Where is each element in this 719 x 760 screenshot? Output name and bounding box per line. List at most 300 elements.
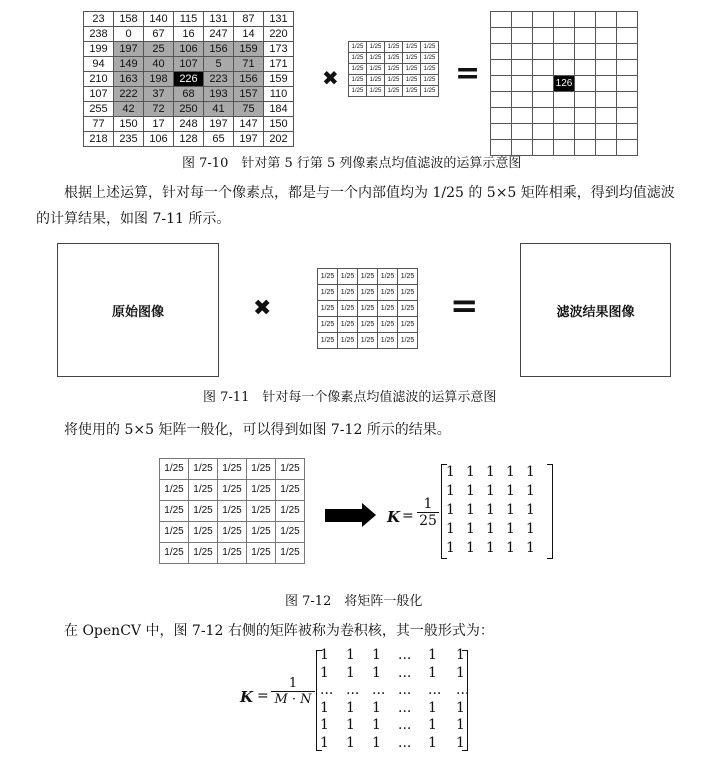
formula-matrix-row — [320, 735, 476, 753]
kernel-cell: 1/25 — [358, 269, 378, 285]
kernel-cell: 1/25 — [378, 333, 398, 349]
kernel-row — [318, 285, 418, 301]
result-cell — [596, 76, 617, 92]
kernel-cell: 1/25 — [218, 459, 247, 480]
kernel-cell: 1/25 — [421, 86, 439, 97]
formula-matrix-row — [320, 717, 476, 735]
kernel-cell: 1/25 — [218, 501, 247, 522]
matrix-entry: 1 — [526, 483, 535, 499]
equals-symbol-2: = — [450, 286, 479, 326]
matrix-entry: 1 — [526, 540, 535, 556]
kernel-cell: 1/25 — [218, 543, 247, 564]
kernel-cell: 1/25 — [189, 543, 218, 564]
kernel-cell: 1/25 — [338, 317, 358, 333]
result-cell — [554, 60, 575, 76]
matrix-cell: 158 — [114, 12, 144, 27]
result-cell — [491, 124, 512, 140]
formula-matrix-entry: 1 — [372, 717, 381, 733]
formula-matrix-entry: 1 — [456, 699, 465, 716]
matrix-cell: 149 — [114, 57, 144, 72]
matrix-row — [84, 117, 294, 132]
result-cell — [533, 140, 554, 156]
matrix-cell: 202 — [264, 132, 294, 147]
matrix-cell: 23 — [84, 12, 114, 27]
formula-matrix-entry: ... — [398, 734, 412, 751]
formula-matrix-entry: 1 — [346, 717, 355, 733]
matrix-cell: 197 — [114, 42, 144, 57]
result-cell — [617, 92, 638, 108]
matrix-cell: 131 — [204, 12, 234, 27]
formula-matrix-entry: ... — [428, 682, 442, 698]
matrix-entry: 1 — [526, 521, 535, 537]
formula-matrix-entry: 1 — [320, 734, 329, 751]
matrix-entry: 1 — [506, 464, 515, 480]
result-cell — [596, 92, 617, 108]
kernel-cell: 1/25 — [378, 269, 398, 285]
result-cell — [596, 124, 617, 140]
matrix-cell: 17 — [144, 117, 174, 132]
kernel-row — [349, 75, 439, 86]
matrix-cell: 106 — [174, 42, 204, 57]
result-cell — [575, 108, 596, 124]
matrix-entry: 1 — [446, 502, 455, 518]
kernel-row — [349, 53, 439, 64]
matrix-cell: 107 — [84, 87, 114, 102]
formula-matrix-row — [320, 647, 476, 665]
matrix-cell: 235 — [114, 132, 144, 147]
formula-matrix-entry: 1 — [428, 647, 437, 663]
kernel-cell: 1/25 — [378, 285, 398, 301]
result-cell — [596, 44, 617, 60]
kernel-row — [318, 317, 418, 333]
kernel-cell: 1/25 — [358, 317, 378, 333]
formula-matrix-entry: 1 — [346, 699, 355, 716]
matrix-cell: 157 — [234, 87, 264, 102]
matrix-cell: 247 — [204, 27, 234, 42]
kernel-cell: 1/25 — [367, 86, 385, 97]
multiply-symbol-2: ✖ — [253, 296, 272, 321]
matrix-cell: 106 — [144, 132, 174, 147]
result-cell — [554, 28, 575, 44]
matrix-cell: 222 — [114, 87, 144, 102]
formula-matrix-entry: 1 — [320, 647, 329, 663]
paragraph-3: 在 OpenCV 中，图 7-12 右侧的矩阵被称为卷积核，其一般形式为： — [64, 623, 494, 639]
matrix-row — [84, 72, 294, 87]
matrix-cell: 140 — [144, 12, 174, 27]
kernel-row — [318, 269, 418, 285]
kernel-row — [160, 522, 305, 543]
fraction-1-25 — [417, 496, 439, 529]
kernel-row — [160, 543, 305, 564]
result-cell — [617, 76, 638, 92]
equals-sign-general: = — [257, 688, 269, 704]
result-cell — [512, 60, 533, 76]
matrix-cell: 223 — [204, 72, 234, 87]
formula-matrix-entry: ... — [398, 682, 412, 698]
multiply-symbol: ✖ — [322, 66, 339, 90]
formula-matrix-entry: 1 — [428, 734, 437, 751]
kernel-cell: 1/25 — [349, 53, 367, 64]
kernel-cell: 1/25 — [160, 501, 189, 522]
kernel-cell: 1/25 — [349, 86, 367, 97]
result-cell — [575, 92, 596, 108]
kernel-cell: 1/25 — [385, 75, 403, 86]
formula-matrix-entry: 1 — [428, 664, 437, 681]
result-cell — [533, 44, 554, 60]
result-cell — [575, 140, 596, 156]
kernel-cell: 1/25 — [349, 64, 367, 75]
kernel-row — [349, 64, 439, 75]
kernel-row — [160, 501, 305, 522]
matrix-cell: 107 — [174, 57, 204, 72]
matrix-cell: 156 — [204, 42, 234, 57]
matrix-entry: 1 — [466, 502, 475, 518]
matrix-cell: 210 — [84, 72, 114, 87]
kernel-cell: 1/25 — [218, 480, 247, 501]
formula-matrix-entry: 1 — [372, 699, 381, 716]
result-cell — [533, 60, 554, 76]
matrix-cell: 67 — [144, 27, 174, 42]
formula-matrix-entry: ... — [398, 647, 412, 663]
filtered-image-box: 滤波结果图像 — [520, 243, 671, 377]
matrix-cell: 220 — [264, 27, 294, 42]
matrix-row — [446, 482, 546, 501]
result-cell — [554, 124, 575, 140]
kernel-cell: 1/25 — [349, 75, 367, 86]
kernel-cell: 1/25 — [398, 269, 418, 285]
matrix-cell: 159 — [264, 72, 294, 87]
formula-matrix-entry: 1 — [372, 647, 381, 663]
result-cell — [512, 44, 533, 60]
result-cell — [575, 76, 596, 92]
matrix-cell: 250 — [174, 102, 204, 117]
result-cell — [491, 92, 512, 108]
matrix-entry: 1 — [446, 464, 455, 480]
matrix-cell: 150 — [114, 117, 144, 132]
kernel-cell: 1/25 — [338, 301, 358, 317]
result-cell — [617, 44, 638, 60]
kernel-cell: 1/25 — [398, 285, 418, 301]
formula-matrix-entry: 1 — [372, 734, 381, 751]
matrix-entry: 1 — [486, 464, 495, 480]
result-cell — [617, 108, 638, 124]
result-cell — [596, 28, 617, 44]
result-cell — [575, 28, 596, 44]
matrix-entry: 1 — [506, 521, 515, 537]
kernel-cell: 1/25 — [385, 64, 403, 75]
formula-matrix-entry: 1 — [320, 699, 329, 716]
kernel-cell: 1/25 — [247, 480, 276, 501]
result-cell — [554, 12, 575, 28]
matrix-cell: 14 — [234, 27, 264, 42]
matrix-cell: 197 — [204, 117, 234, 132]
matrix-cell: 25 — [144, 42, 174, 57]
matrix-entry: 1 — [526, 464, 535, 480]
kernel-cell: 1/25 — [403, 53, 421, 64]
matrix-cell: 238 — [84, 27, 114, 42]
matrix-cell: 131 — [264, 12, 294, 27]
formula-matrix-entry: 1 — [346, 734, 355, 751]
result-cell — [617, 28, 638, 44]
result-cell — [596, 12, 617, 28]
fraction-denominator: 25 — [419, 513, 437, 529]
matrix-cell: 171 — [264, 57, 294, 72]
formula-matrix-row — [320, 665, 476, 683]
matrix-cell: 197 — [234, 132, 264, 147]
kernel-cell: 1/25 — [276, 480, 305, 501]
kernel-cell: 1/25 — [398, 333, 418, 349]
formula-matrix-entry: 1 — [456, 717, 465, 733]
matrix-cell: 0 — [114, 27, 144, 42]
formula-matrix-entry: ... — [372, 682, 386, 698]
result-row — [491, 44, 638, 60]
kernel-cell: 1/25 — [421, 75, 439, 86]
result-cell — [554, 108, 575, 124]
kernel-cell: 1/25 — [403, 64, 421, 75]
equals-sign: = — [402, 508, 414, 524]
result-cell — [575, 12, 596, 28]
matrix-cell: 150 — [264, 117, 294, 132]
matrix-cell: 163 — [114, 72, 144, 87]
result-row — [491, 92, 638, 108]
kernel-cell: 1/25 — [358, 301, 378, 317]
matrix-entry: 1 — [466, 483, 475, 499]
result-row — [491, 124, 638, 140]
kernel-cell: 1/25 — [318, 285, 338, 301]
result-cell — [491, 44, 512, 60]
matrix-row — [446, 501, 546, 520]
matrix-row — [84, 57, 294, 72]
result-cell — [617, 140, 638, 156]
kernel-row — [318, 333, 418, 349]
matrix-row — [84, 132, 294, 147]
kernel-cell: 1/25 — [276, 522, 305, 543]
kernel-cell: 1/25 — [247, 543, 276, 564]
matrix-cell: 75 — [234, 102, 264, 117]
right-bracket-general — [462, 650, 468, 751]
matrix-cell: 110 — [264, 87, 294, 102]
kernel-cell: 1/25 — [189, 459, 218, 480]
result-cell — [554, 44, 575, 60]
kernel-cell: 1/25 — [189, 522, 218, 543]
matrix-entry: 1 — [446, 540, 455, 556]
paragraph-1: 根据上述运算，针对每一个像素点，都是与一个内部值均为 1/25 的 5×5 矩阵相乘，得到均值滤波的计算结果，如图 7-11 所示。 — [36, 185, 675, 227]
result-cell — [491, 76, 512, 92]
formula-matrix-entry: 1 — [372, 664, 381, 681]
kernel-cell: 1/25 — [403, 86, 421, 97]
kernel-cell: 1/25 — [276, 501, 305, 522]
matrix-entry: 1 — [466, 464, 475, 480]
matrix-cell: 65 — [204, 132, 234, 147]
matrix-cell: 156 — [234, 72, 264, 87]
fraction-denominator-general: M · N — [274, 692, 312, 707]
formula-matrix-entry: 1 — [428, 717, 437, 733]
original-image-box: 原始图像 — [57, 243, 219, 377]
matrix-entry: 1 — [486, 502, 495, 518]
kernel-cell: 1/25 — [367, 64, 385, 75]
result-cell — [491, 60, 512, 76]
formula-matrix-entry: 1 — [428, 699, 437, 716]
matrix-cell: 42 — [114, 102, 144, 117]
kernel-cell: 1/25 — [358, 285, 378, 301]
matrix-cell: 87 — [234, 12, 264, 27]
kernel-cell: 1/25 — [367, 53, 385, 64]
kernel-cell: 1/25 — [403, 42, 421, 53]
kernel-cell: 1/25 — [318, 333, 338, 349]
kernel-cell: 1/25 — [218, 522, 247, 543]
k-symbol-general: K — [240, 688, 254, 706]
kernel-cell: 1/25 — [349, 42, 367, 53]
formula-matrix-entry: 1 — [346, 647, 355, 663]
matrix-row — [84, 42, 294, 57]
kernel-formula-25 — [387, 462, 562, 562]
kernel-cell: 1/25 — [421, 64, 439, 75]
fraction-numerator-general: 1 — [271, 676, 315, 692]
kernel-cell: 1/25 — [160, 522, 189, 543]
matrix-cell: 226 — [174, 72, 204, 87]
matrix-entry: 1 — [506, 540, 515, 556]
matrix-entry: 1 — [486, 540, 495, 556]
formula-matrix-entry: ... — [346, 682, 360, 698]
image-pixel-matrix — [83, 11, 294, 147]
kernel-cell: 1/25 — [338, 333, 358, 349]
kernel-cell: 1/25 — [338, 269, 358, 285]
figure-caption-7-10: 图 7-10 针对第 5 行第 5 列像素点均值滤波的运算示意图 — [182, 156, 522, 171]
matrix-cell: 68 — [174, 87, 204, 102]
matrix-row — [84, 102, 294, 117]
result-cell — [491, 108, 512, 124]
kernel-cell: 1/25 — [398, 317, 418, 333]
matrix-cell: 173 — [264, 42, 294, 57]
matrix-cell: 193 — [204, 87, 234, 102]
result-grid — [490, 11, 638, 156]
matrix-cell: 94 — [84, 57, 114, 72]
matrix-row — [84, 12, 294, 27]
formula-matrix-entry: 1 — [456, 647, 465, 663]
formula-matrix-row — [320, 700, 476, 718]
matrix-cell: 5 — [204, 57, 234, 72]
result-cell — [554, 92, 575, 108]
kernel-cell: 1/25 — [160, 459, 189, 480]
kernel-cell: 1/25 — [385, 42, 403, 53]
formula-matrix-entry: 1 — [456, 664, 465, 681]
matrix-row — [446, 463, 546, 482]
kernel-row — [160, 480, 305, 501]
kernel-cell: 1/25 — [189, 480, 218, 501]
result-cell — [596, 108, 617, 124]
kernel-cell: 1/25 — [421, 53, 439, 64]
kernel-row — [160, 459, 305, 480]
formula-matrix-entry: ... — [320, 682, 334, 698]
matrix-entry: 1 — [486, 521, 495, 537]
formula-matrix-entry: 1 — [320, 717, 329, 733]
result-cell — [491, 28, 512, 44]
result-cell: 126 — [554, 76, 575, 92]
kernel-cell: 1/25 — [318, 301, 338, 317]
k-symbol: K — [387, 508, 401, 526]
kernel-cell: 1/25 — [189, 501, 218, 522]
matrix-cell: 198 — [144, 72, 174, 87]
result-cell — [512, 28, 533, 44]
formula-matrix-entry: ... — [456, 682, 470, 698]
result-cell — [512, 76, 533, 92]
matrix-row — [84, 27, 294, 42]
formula-matrix-entry: ... — [398, 699, 412, 716]
kernel-cell: 1/25 — [378, 317, 398, 333]
paragraph-2: 将使用的 5×5 矩阵一般化，可以得到如图 7-12 所示的结果。 — [64, 422, 451, 438]
matrix-cell: 16 — [174, 27, 204, 42]
result-cell — [617, 60, 638, 76]
matrix-cell: 199 — [84, 42, 114, 57]
matrix-cell: 248 — [174, 117, 204, 132]
result-cell — [575, 60, 596, 76]
matrix-cell: 115 — [174, 12, 204, 27]
matrix-cell: 128 — [174, 132, 204, 147]
result-cell — [533, 28, 554, 44]
matrix-entry: 1 — [506, 502, 515, 518]
result-cell — [491, 12, 512, 28]
formula-matrix-row — [320, 682, 476, 700]
matrix-cell: 37 — [144, 87, 174, 102]
kernel-row — [349, 42, 439, 53]
kernel-cell: 1/25 — [398, 301, 418, 317]
result-cell — [575, 124, 596, 140]
kernel-cell: 1/25 — [403, 75, 421, 86]
matrix-cell: 40 — [144, 57, 174, 72]
kernel-cell: 1/25 — [367, 75, 385, 86]
kernel-cell: 1/25 — [247, 459, 276, 480]
matrix-cell: 72 — [144, 102, 174, 117]
general-kernel-formula — [240, 646, 480, 752]
kernel-matrix-small — [348, 41, 439, 97]
formula-matrix-entry: ... — [398, 717, 412, 733]
general-ones-matrix — [320, 647, 476, 752]
equals-symbol: = — [455, 56, 481, 91]
matrix-entry: 1 — [506, 483, 515, 499]
fraction-numerator: 1 — [417, 496, 439, 513]
result-row — [491, 28, 638, 44]
matrix-cell: 147 — [234, 117, 264, 132]
ones-matrix — [446, 463, 546, 558]
kernel-cell: 1/25 — [276, 543, 305, 564]
result-cell — [512, 92, 533, 108]
matrix-row — [446, 520, 546, 539]
kernel-cell: 1/25 — [378, 301, 398, 317]
result-cell — [596, 60, 617, 76]
result-cell — [533, 92, 554, 108]
kernel-cell: 1/25 — [160, 480, 189, 501]
result-row — [491, 108, 638, 124]
result-row — [491, 60, 638, 76]
fraction-1-mn — [271, 676, 315, 707]
result-cell — [617, 12, 638, 28]
matrix-cell: 41 — [204, 102, 234, 117]
matrix-row — [84, 87, 294, 102]
kernel-row — [349, 86, 439, 97]
result-cell — [512, 108, 533, 124]
formula-matrix-entry: 1 — [346, 664, 355, 681]
figure-caption-7-12: 图 7-12 将矩阵一般化 — [285, 594, 423, 609]
matrix-cell: 218 — [84, 132, 114, 147]
matrix-cell: 71 — [234, 57, 264, 72]
result-row — [491, 12, 638, 28]
kernel-cell: 1/25 — [160, 543, 189, 564]
formula-matrix-entry: 1 — [320, 664, 329, 681]
kernel-matrix-large — [159, 458, 305, 564]
matrix-entry: 1 — [466, 540, 475, 556]
kernel-cell: 1/25 — [358, 333, 378, 349]
matrix-cell: 255 — [84, 102, 114, 117]
